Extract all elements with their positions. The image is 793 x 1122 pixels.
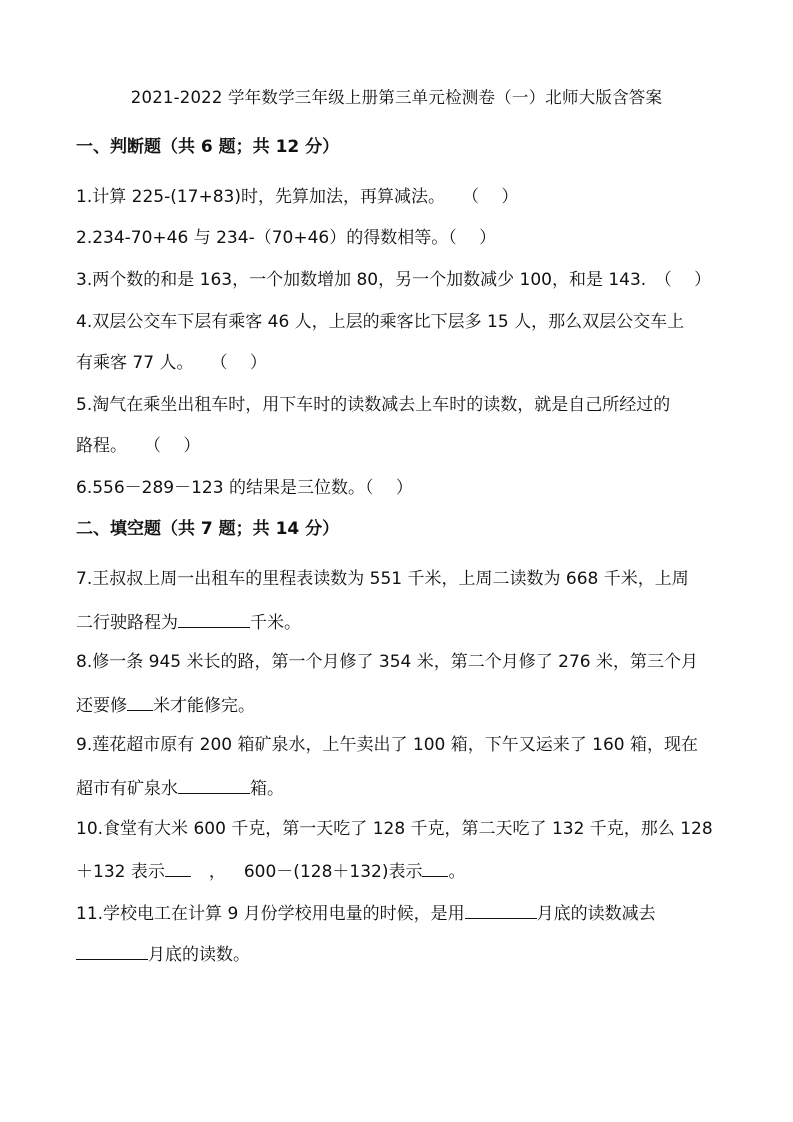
question-6: 6.556－289－123 的结果是三位数。（ ） — [76, 478, 413, 498]
answer-blank-7[interactable] — [178, 609, 250, 628]
question-7-line-1: 7.王叔叔上周一出租车的里程表读数为 551 千米，上周二读数为 668 千米，上周 — [76, 569, 689, 589]
answer-blank-10b[interactable] — [422, 858, 448, 877]
answer-blank-9[interactable] — [178, 775, 250, 794]
section-heading-fill-blank: 二、填空题（共 7 题；共 14 分） — [76, 519, 340, 539]
answer-blank-8[interactable] — [127, 692, 153, 711]
question-11-suffix: 月底的读数。 — [148, 945, 250, 965]
question-9-line-2 — [76, 775, 726, 801]
question-10-line-2 — [76, 858, 726, 884]
question-7-line-2 — [76, 609, 726, 635]
question-3: 3.两个数的和是 163，一个加数增加 80，另一个加数减少 100，和是 143. （ ） — [76, 270, 712, 290]
question-10-suffix: 。 — [448, 862, 466, 882]
answer-blank-11b[interactable] — [76, 941, 148, 960]
question-9-suffix: 箱。 — [250, 779, 284, 799]
question-11-middle: 月底的读数减去 — [536, 904, 656, 924]
question-8-prefix: 还要修 — [76, 696, 127, 716]
question-5-line-2: 路程。 （ ） — [76, 436, 201, 456]
document-title: 2021-2022 学年数学三年级上册第三单元检测卷（一）北师大版含答案 — [130, 88, 663, 107]
question-9-line-1: 9.莲花超市原有 200 箱矿泉水，上午卖出了 100 箱，下午又运来了 160 箱，现在 — [76, 735, 698, 755]
answer-blank-11a[interactable] — [465, 900, 537, 919]
question-8-line-2 — [76, 692, 726, 718]
question-8-line-1: 8.修一条 945 米长的路，第一个月修了 354 米，第二个月修了 276 米，第三个月 — [76, 652, 698, 672]
question-10-line-1: 10.食堂有大米 600 千克，第一天吃了 128 千克，第二天吃了 132 千克，那么 128 — [76, 819, 713, 839]
question-1: 1.计算 225-(17+83)时，先算加法，再算减法。 （ ） — [76, 187, 519, 207]
question-10-middle: 600－(128＋132)表示 — [243, 862, 423, 882]
question-7-prefix: 二行驶路程为 — [76, 613, 178, 633]
question-4-line-1: 4.双层公交车下层有乘客 46 人，上层的乘客比下层多 15 人，那么双层公交车上 — [76, 312, 685, 332]
section-heading-judgement: 一、判断题（共 6 题；共 12 分） — [76, 137, 340, 157]
question-11-line-1 — [76, 900, 726, 926]
answer-blank-10a[interactable] — [165, 858, 191, 877]
question-8-suffix: 米才能修完。 — [153, 696, 255, 716]
question-4-line-2: 有乘客 77 人。 （ ） — [76, 353, 267, 373]
question-7-suffix: 千米。 — [250, 613, 301, 633]
question-10-prefix: ＋132 表示 — [76, 862, 165, 882]
question-5-line-1: 5.淘气在乘坐出租车时，用下车时的读数减去上车时的读数，就是自己所经过的 — [76, 395, 671, 415]
question-10-comma: ， — [208, 862, 226, 882]
question-2: 2.234-70+46 与 234-（70+46）的得数相等。（ ） — [76, 228, 497, 248]
question-11-prefix: 11.学校电工在计算 9 月份学校用电量的时候，是用 — [76, 904, 465, 924]
question-9-prefix: 超市有矿泉水 — [76, 779, 178, 799]
question-11-line-2 — [76, 941, 726, 967]
